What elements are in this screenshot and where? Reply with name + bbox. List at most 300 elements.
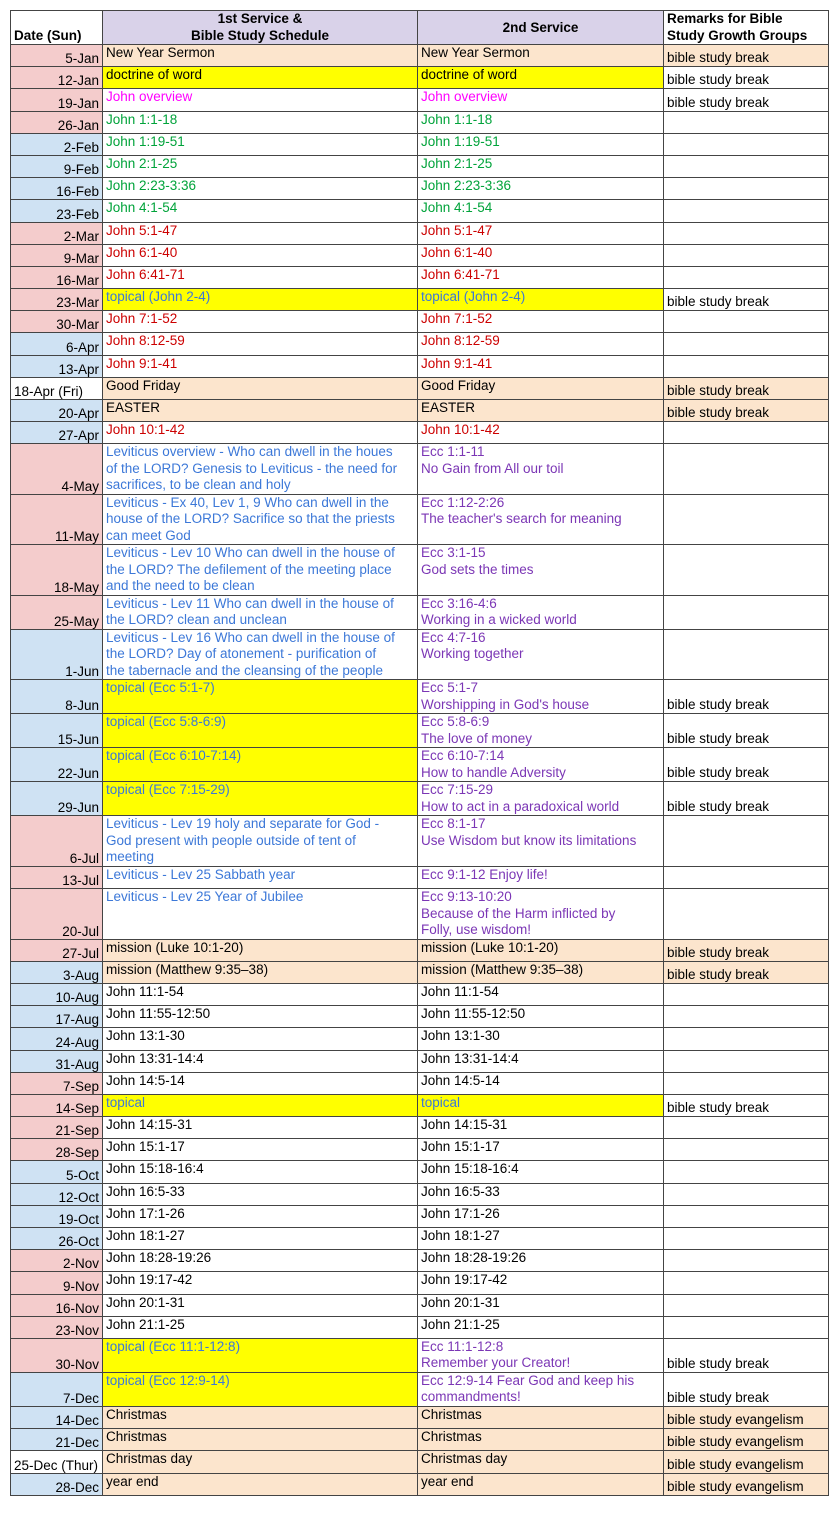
service-2-cell-line: John 8:12-59 (421, 333, 500, 349)
remarks-cell (664, 1094, 829, 1116)
service-2-cell (418, 222, 664, 244)
service-1-cell (103, 961, 418, 983)
remarks-text: bible study break (667, 944, 770, 960)
table-row (11, 289, 829, 311)
service-1-cell-line: John 8:12-59 (106, 333, 185, 349)
table-row (11, 1429, 829, 1451)
remarks-cell (664, 1050, 829, 1072)
service-2-cell (418, 748, 664, 782)
service-1-cell (103, 545, 418, 596)
date-cell: 26-Oct (11, 1228, 103, 1250)
date-cell: 30-Mar (11, 311, 103, 333)
service-2-cell-line: Ecc 5:8-6:9 (421, 714, 490, 730)
service-1-cell (103, 400, 418, 422)
table-row (11, 422, 829, 444)
header-row (11, 11, 829, 45)
service-2-cell-line: Folly, use wisdom! (421, 922, 532, 938)
table-row (11, 178, 829, 200)
table-row (11, 133, 829, 155)
remarks-cell (664, 45, 829, 67)
service-1-cell-line: topical (Ecc 5:8-6:9) (106, 714, 227, 730)
remarks-cell (664, 266, 829, 288)
service-2-cell-line: topical (421, 1094, 461, 1110)
table-row (11, 155, 829, 177)
service-2-cell-line: John 7:1-52 (421, 311, 493, 327)
service-2-cell (418, 1161, 664, 1183)
remarks-cell (664, 311, 829, 333)
remarks-cell (664, 444, 829, 495)
remarks-cell (664, 961, 829, 983)
remarks-cell (664, 133, 829, 155)
service-2-cell-line: topical (John 2-4) (421, 289, 526, 305)
remarks-text: bible study evangelism (667, 1412, 804, 1428)
schedule-rows (11, 45, 829, 1496)
date-cell: 29-Jun (11, 782, 103, 816)
service-2-cell (418, 155, 664, 177)
service-2-cell-line: year end (421, 1473, 474, 1489)
remarks-text: bible study evangelism (667, 1434, 804, 1450)
service-1-cell (103, 983, 418, 1005)
service-1-cell (103, 155, 418, 177)
date-cell: 1-Jun (11, 629, 103, 680)
table-row (11, 816, 829, 867)
remarks-cell (664, 782, 829, 816)
date-cell: 13-Apr (11, 355, 103, 377)
header-remarks-line1: Remarks for Bible (667, 11, 783, 26)
service-1-cell-line: year end (106, 1473, 159, 1489)
date-cell: 30-Nov (11, 1338, 103, 1372)
date-cell: 21-Dec (11, 1429, 103, 1451)
service-1-cell-line: and the need to be clean (106, 578, 255, 594)
service-2-cell-line: Ecc 11:1-12:8 (421, 1338, 504, 1354)
date-cell: 6-Apr (11, 333, 103, 355)
date-cell: 23-Nov (11, 1316, 103, 1338)
service-1-cell-line: John 13:1-30 (106, 1028, 185, 1044)
date-cell: 21-Sep (11, 1117, 103, 1139)
service-1-cell (103, 1272, 418, 1294)
service-2-cell (418, 939, 664, 961)
table-row (11, 748, 829, 782)
date-cell: 22-Jun (11, 748, 103, 782)
date-cell: 8-Jun (11, 680, 103, 714)
service-2-cell-line: John 17:1-26 (421, 1205, 500, 1221)
service-1-cell-line: Leviticus overview - Who can dwell in the houes (106, 444, 393, 460)
table-row (11, 244, 829, 266)
service-1-cell-line: can meet God (106, 527, 191, 543)
service-1-cell-line: John 7:1-52 (106, 311, 178, 327)
service-1-cell-line: John 6:1-40 (106, 244, 178, 260)
service-1-cell-line: John 18:28-19:26 (106, 1250, 212, 1266)
date-cell: 2-Nov (11, 1250, 103, 1272)
table-row (11, 444, 829, 495)
service-2-cell-line: Ecc 12:9-14 Fear God and keep his (421, 1372, 635, 1388)
service-1-cell-line: Christmas (106, 1406, 167, 1422)
date-cell: 7-Dec (11, 1372, 103, 1406)
remarks-text: bible study break (667, 799, 770, 815)
service-2-cell-line: Remember your Creator! (421, 1355, 571, 1371)
service-2-cell-line: Christmas day (421, 1451, 508, 1467)
date-cell: 19-Oct (11, 1205, 103, 1227)
service-1-cell-line: Christmas (106, 1429, 167, 1445)
service-2-cell (418, 1050, 664, 1072)
date-cell: 23-Feb (11, 200, 103, 222)
service-2-cell (418, 244, 664, 266)
remarks-text: bible study break (667, 94, 770, 110)
service-1-cell-line: the LORD? Day of atonement - purification of (106, 646, 377, 662)
service-1-cell (103, 178, 418, 200)
service-1-cell (103, 1294, 418, 1316)
service-2-cell-line: Because of the Harm inflicted by (421, 905, 616, 921)
service-2-cell (418, 1028, 664, 1050)
date-cell: 9-Mar (11, 244, 103, 266)
service-1-cell (103, 266, 418, 288)
service-1-cell (103, 1406, 418, 1428)
service-1-cell-line: Leviticus - Lev 16 Who can dwell in the house of (106, 629, 395, 645)
date-cell: 7-Sep (11, 1072, 103, 1094)
remarks-cell (664, 377, 829, 399)
service-2-cell-line: Ecc 8:1-17 (421, 816, 486, 832)
service-2-cell (418, 545, 664, 596)
service-1-cell (103, 680, 418, 714)
service-1-cell-line: John 1:1-18 (106, 111, 178, 127)
service-1-cell-line: John 2:1-25 (106, 155, 178, 171)
remarks-cell (664, 939, 829, 961)
service-2-cell (418, 889, 664, 940)
service-2-cell-line: Ecc 6:10-7:14 (421, 748, 505, 764)
service-1-cell (103, 1139, 418, 1161)
service-2-cell-line: Ecc 5:1-7 (421, 680, 479, 696)
service-1-cell-line: topical (John 2-4) (106, 289, 211, 305)
service-1-cell (103, 1372, 418, 1406)
date-cell: 24-Aug (11, 1028, 103, 1050)
remarks-cell (664, 244, 829, 266)
date-cell: 23-Mar (11, 289, 103, 311)
service-2-cell (418, 377, 664, 399)
table-row (11, 1316, 829, 1338)
schedule-table (10, 10, 829, 1496)
service-2-cell-line: Ecc 3:16-4:6 (421, 595, 497, 611)
service-1-cell-line: topical (Ecc 11:1-12:8) (106, 1338, 241, 1354)
service-2-cell (418, 266, 664, 288)
date-cell: 2-Mar (11, 222, 103, 244)
service-2-cell-line: Good Friday (421, 377, 496, 393)
remarks-cell (664, 629, 829, 680)
service-2-cell-line: John 18:1-27 (421, 1228, 500, 1243)
remarks-text: bible study break (667, 1100, 770, 1116)
table-row (11, 1028, 829, 1050)
table-row (11, 1205, 829, 1227)
service-2-cell-line: Christmas (421, 1406, 482, 1422)
table-row (11, 377, 829, 399)
service-2-cell-line: John 11:1-54 (421, 983, 499, 999)
service-1-cell (103, 1050, 418, 1072)
table-row (11, 961, 829, 983)
remarks-text: bible study break (667, 383, 770, 398)
date-cell: 28-Dec (11, 1473, 103, 1495)
date-cell: 28-Sep (11, 1139, 103, 1161)
service-1-cell-line: John 11:55-12:50 (106, 1006, 211, 1022)
service-2-cell-line: John 11:55-12:50 (421, 1006, 526, 1022)
service-1-cell (103, 629, 418, 680)
date-cell: 9-Nov (11, 1272, 103, 1294)
service-2-cell-line: John overview (421, 89, 508, 105)
service-1-cell (103, 1250, 418, 1272)
service-1-cell-line: Leviticus - Lev 10 Who can dwell in the house of (106, 545, 395, 561)
date-cell: 9-Feb (11, 155, 103, 177)
service-2-cell-line: Working in a wicked world (421, 612, 577, 628)
table-row (11, 1250, 829, 1272)
remarks-text: bible study break (667, 405, 770, 421)
service-2-cell-line: John 9:1-41 (421, 355, 493, 371)
service-1-cell (103, 714, 418, 748)
service-1-cell-line: John 2:23-3:36 (106, 178, 197, 194)
service-2-cell-line: Use Wisdom but know its limitations (421, 832, 637, 848)
remarks-text: bible study break (667, 697, 770, 713)
service-1-cell-line: Good Friday (106, 377, 181, 393)
service-2-cell-line: Working together (421, 646, 524, 662)
service-1-cell-line: the LORD? clean and unclean (106, 612, 287, 628)
remarks-cell (664, 1429, 829, 1451)
service-2-cell-line: John 1:1-18 (421, 111, 493, 127)
date-cell: 16-Mar (11, 266, 103, 288)
service-1-cell (103, 289, 418, 311)
service-1-cell-line: John 20:1-31 (106, 1294, 185, 1310)
service-1-cell-line: Leviticus - Ex 40, Lev 1, 9 Who can dwell in the (106, 494, 389, 510)
service-2-cell (418, 333, 664, 355)
service-2-cell-line: John 16:5-33 (421, 1183, 500, 1199)
date-cell: 6-Jul (11, 816, 103, 867)
service-2-cell-line: commandments! (421, 1389, 521, 1405)
service-1-cell (103, 889, 418, 940)
table-row (11, 1228, 829, 1250)
service-2-cell (418, 629, 664, 680)
service-1-cell (103, 111, 418, 133)
service-2-cell-line: How to handle Adversity (421, 764, 566, 780)
date-cell: 10-Aug (11, 983, 103, 1005)
date-cell: 26-Jan (11, 111, 103, 133)
service-2-cell (418, 1338, 664, 1372)
remarks-text: bible study evangelism (667, 1478, 804, 1494)
remarks-text: bible study evangelism (667, 1456, 804, 1472)
service-2-cell (418, 1205, 664, 1227)
service-1-cell-line: topical (Ecc 5:1-7) (106, 680, 215, 696)
service-2-cell-line: John 15:18-16:4 (421, 1161, 519, 1177)
table-row (11, 1117, 829, 1139)
service-1-cell-line: Leviticus - Lev 11 Who can dwell in the house of (106, 595, 394, 611)
service-2-cell (418, 400, 664, 422)
service-1-cell-line: house of the LORD? Sacrifice so that the priests (106, 511, 395, 527)
date-cell: 4-May (11, 444, 103, 495)
service-1-cell-line: topical (Ecc 6:10-7:14) (106, 748, 242, 764)
service-2-cell-line: John 1:19-51 (421, 133, 500, 149)
remarks-cell (664, 1250, 829, 1272)
service-1-cell-line: the LORD? The defilement of the meeting place (106, 561, 392, 577)
service-1-cell-line: topical (Ecc 7:15-29) (106, 782, 230, 798)
table-row (11, 494, 829, 545)
service-1-cell-line: John 5:1-47 (106, 222, 178, 238)
service-1-cell-line: the tabernacle and the cleansing of the people (106, 662, 383, 678)
table-row (11, 200, 829, 222)
service-2-cell-line: John 15:1-17 (421, 1139, 500, 1155)
table-row (11, 1094, 829, 1116)
remarks-cell (664, 1338, 829, 1372)
service-2-cell-line: John 10:1-42 (421, 422, 500, 438)
service-2-cell (418, 1272, 664, 1294)
service-1-cell-line: John 14:5-14 (106, 1072, 185, 1088)
remarks-cell (664, 1006, 829, 1028)
service-1-cell (103, 1473, 418, 1495)
service-2-cell (418, 111, 664, 133)
table-row (11, 1161, 829, 1183)
service-2-cell-line: The love of money (421, 730, 533, 746)
table-row (11, 266, 829, 288)
service-1-cell (103, 1028, 418, 1050)
service-1-cell (103, 782, 418, 816)
service-1-cell (103, 866, 418, 888)
service-2-cell-line: John 2:1-25 (421, 155, 493, 171)
service-2-cell-line: Ecc 9:13-10:20 (421, 889, 512, 905)
remarks-cell (664, 680, 829, 714)
service-2-cell (418, 983, 664, 1005)
table-row (11, 889, 829, 940)
remarks-cell (664, 889, 829, 940)
date-cell: 15-Jun (11, 714, 103, 748)
table-row (11, 333, 829, 355)
service-2-cell (418, 1372, 664, 1406)
service-1-cell (103, 1072, 418, 1094)
table-row (11, 1072, 829, 1094)
remarks-text: bible study break (667, 966, 770, 982)
service-1-cell (103, 89, 418, 111)
remarks-cell (664, 866, 829, 888)
remarks-cell (664, 222, 829, 244)
service-1-cell (103, 311, 418, 333)
date-cell: 2-Feb (11, 133, 103, 155)
table-row (11, 1473, 829, 1495)
service-2-cell (418, 680, 664, 714)
service-1-cell-line: John 13:31-14:4 (106, 1050, 204, 1066)
table-row (11, 545, 829, 596)
remarks-cell (664, 289, 829, 311)
service-1-cell-line: John 9:1-41 (106, 355, 178, 371)
date-cell: 27-Jul (11, 939, 103, 961)
table-row (11, 89, 829, 111)
remarks-cell (664, 1316, 829, 1338)
service-2-cell-line: John 19:17-42 (421, 1272, 508, 1288)
service-1-cell-line: God present with people outside of tent of (106, 832, 356, 848)
service-1-cell (103, 67, 418, 89)
service-2-cell (418, 494, 664, 545)
table-row (11, 595, 829, 629)
date-cell: 16-Nov (11, 1294, 103, 1316)
table-row (11, 1406, 829, 1428)
service-2-cell (418, 444, 664, 495)
service-1-cell-line: John 18:1-27 (106, 1228, 185, 1243)
remarks-text: bible study break (667, 294, 770, 310)
remarks-cell (664, 714, 829, 748)
service-2-cell-line: John 21:1-25 (421, 1316, 500, 1332)
table-row (11, 1372, 829, 1406)
table-row (11, 400, 829, 422)
service-2-cell-line: John 2:23-3:36 (421, 178, 512, 194)
service-2-cell (418, 1228, 664, 1250)
service-1-cell (103, 1338, 418, 1372)
table-row (11, 1451, 829, 1473)
service-2-cell-line: John 13:31-14:4 (421, 1050, 519, 1066)
service-2-cell (418, 1451, 664, 1473)
service-2-cell-line: God sets the times (421, 561, 534, 577)
table-row (11, 629, 829, 680)
service-1-cell (103, 1117, 418, 1139)
service-1-cell (103, 494, 418, 545)
remarks-text: bible study break (667, 50, 770, 66)
service-1-cell (103, 1161, 418, 1183)
service-1-cell-line: John 17:1-26 (106, 1205, 185, 1221)
table-row (11, 1272, 829, 1294)
header-service-2: 2nd Service (418, 11, 664, 45)
service-2-cell (418, 816, 664, 867)
service-1-cell-line: John 11:1-54 (106, 983, 184, 999)
service-1-cell-line: John 19:17-42 (106, 1272, 193, 1288)
service-2-cell (418, 289, 664, 311)
date-cell: 11-May (11, 494, 103, 545)
remarks-cell (664, 178, 829, 200)
remarks-cell (664, 1072, 829, 1094)
date-cell: 17-Aug (11, 1006, 103, 1028)
service-1-cell (103, 377, 418, 399)
date-cell: 25-May (11, 595, 103, 629)
service-1-cell-line: Leviticus - Lev 25 Year of Jubilee (106, 889, 304, 905)
remarks-cell (664, 67, 829, 89)
service-1-cell-line: John 1:19-51 (106, 133, 185, 149)
service-2-cell (418, 133, 664, 155)
service-2-cell-line: mission (Luke 10:1-20) (421, 939, 559, 955)
service-2-cell-line: New Year Sermon (421, 45, 530, 60)
header-service-1-line1: 1st Service & (217, 11, 303, 26)
service-2-cell (418, 45, 664, 67)
service-1-cell (103, 444, 418, 495)
service-2-cell-line: John 14:5-14 (421, 1072, 500, 1088)
service-2-cell (418, 1006, 664, 1028)
service-2-cell (418, 1250, 664, 1272)
remarks-cell (664, 1183, 829, 1205)
service-1-cell-line: mission (Matthew 9:35–38) (106, 961, 269, 977)
remarks-cell (664, 1406, 829, 1428)
service-2-cell (418, 1316, 664, 1338)
service-1-cell-line: mission (Luke 10:1-20) (106, 939, 244, 955)
date-cell: 16-Feb (11, 178, 103, 200)
service-2-cell-line: Ecc 4:7-16 (421, 629, 486, 645)
service-2-cell-line: John 13:1-30 (421, 1028, 500, 1044)
table-row (11, 311, 829, 333)
remarks-cell (664, 595, 829, 629)
service-1-cell-line: John 10:1-42 (106, 422, 185, 438)
service-1-cell-line: John 15:18-16:4 (106, 1161, 204, 1177)
service-1-cell-line: Christmas day (106, 1451, 193, 1467)
service-1-cell-line: John 16:5-33 (106, 1183, 185, 1199)
service-2-cell (418, 1473, 664, 1495)
service-2-cell (418, 178, 664, 200)
service-2-cell (418, 595, 664, 629)
remarks-cell (664, 545, 829, 596)
table-row (11, 866, 829, 888)
remarks-cell (664, 1451, 829, 1473)
service-1-cell (103, 133, 418, 155)
service-2-cell (418, 89, 664, 111)
service-2-cell (418, 422, 664, 444)
remarks-cell (664, 1161, 829, 1183)
remarks-cell (664, 400, 829, 422)
